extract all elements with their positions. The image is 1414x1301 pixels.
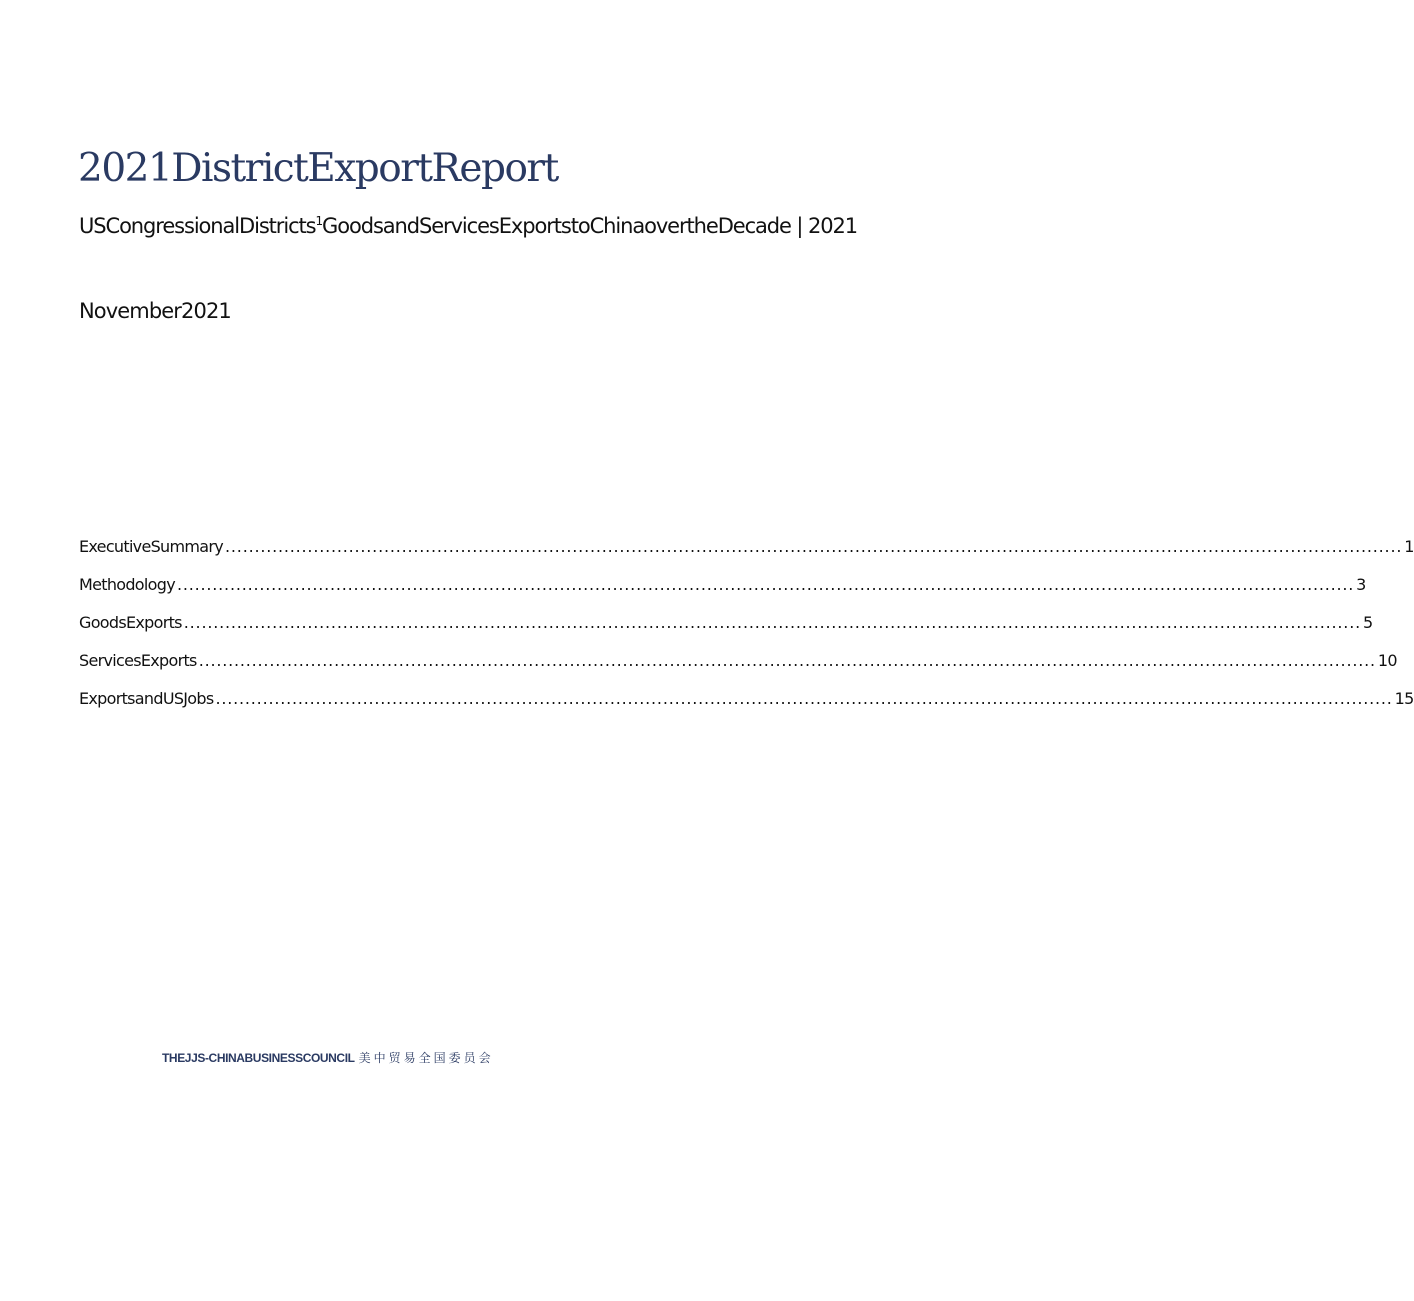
toc-label: ExecutiveSummary — [79, 537, 224, 556]
toc-leader-dots: ........................................................................................................................................................................................................ — [225, 537, 1403, 556]
toc-entry-goods-exports[interactable] — [79, 611, 1373, 649]
toc-leader-dots: ........................................................................................................................................................................................................ — [183, 613, 1361, 632]
table-of-contents — [79, 535, 1414, 725]
toc-leader-dots: ........................................................................................................................................................................................................ — [215, 689, 1393, 708]
toc-entry-exports-and-us-jobs[interactable] — [79, 687, 1414, 725]
report-date: November2021 — [79, 299, 231, 323]
toc-label: Methodology — [79, 575, 175, 594]
toc-label: ServicesExports — [79, 651, 197, 670]
toc-page-number: 10 — [1377, 651, 1397, 670]
toc-page-number: 3 — [1356, 575, 1366, 594]
subtitle-part-1: USCongressionalDistricts — [79, 214, 316, 238]
report-title: 2021DistrictExportReport — [78, 146, 558, 191]
toc-page-number: 15 — [1394, 689, 1414, 708]
subtitle-part-2: GoodsandServicesExportstoChinaovertheDecade | 2021 — [322, 214, 858, 238]
report-subtitle — [79, 206, 909, 246]
toc-page-number: 1 — [1404, 537, 1414, 556]
toc-label: ExportsandUSJobs — [79, 689, 214, 708]
toc-entry-executive-summary[interactable] — [79, 535, 1414, 573]
toc-page-number: 5 — [1362, 613, 1373, 632]
footnote-marker[interactable]: 1 — [315, 214, 323, 228]
organization-chinese-name: 美中贸易全国委员会 — [358, 1051, 494, 1065]
toc-entry-services-exports[interactable] — [79, 649, 1397, 687]
toc-entry-methodology[interactable] — [79, 573, 1366, 611]
organization-name: THEJJS-CHINABUSINESSCOUNCIL — [162, 1051, 355, 1065]
toc-label: GoodsExports — [79, 613, 182, 632]
organization-footer — [162, 1049, 494, 1066]
toc-leader-dots: ........................................................................................................................................................................................................ — [176, 575, 1355, 594]
toc-leader-dots: ........................................................................................................................................................................................................ — [198, 651, 1376, 670]
